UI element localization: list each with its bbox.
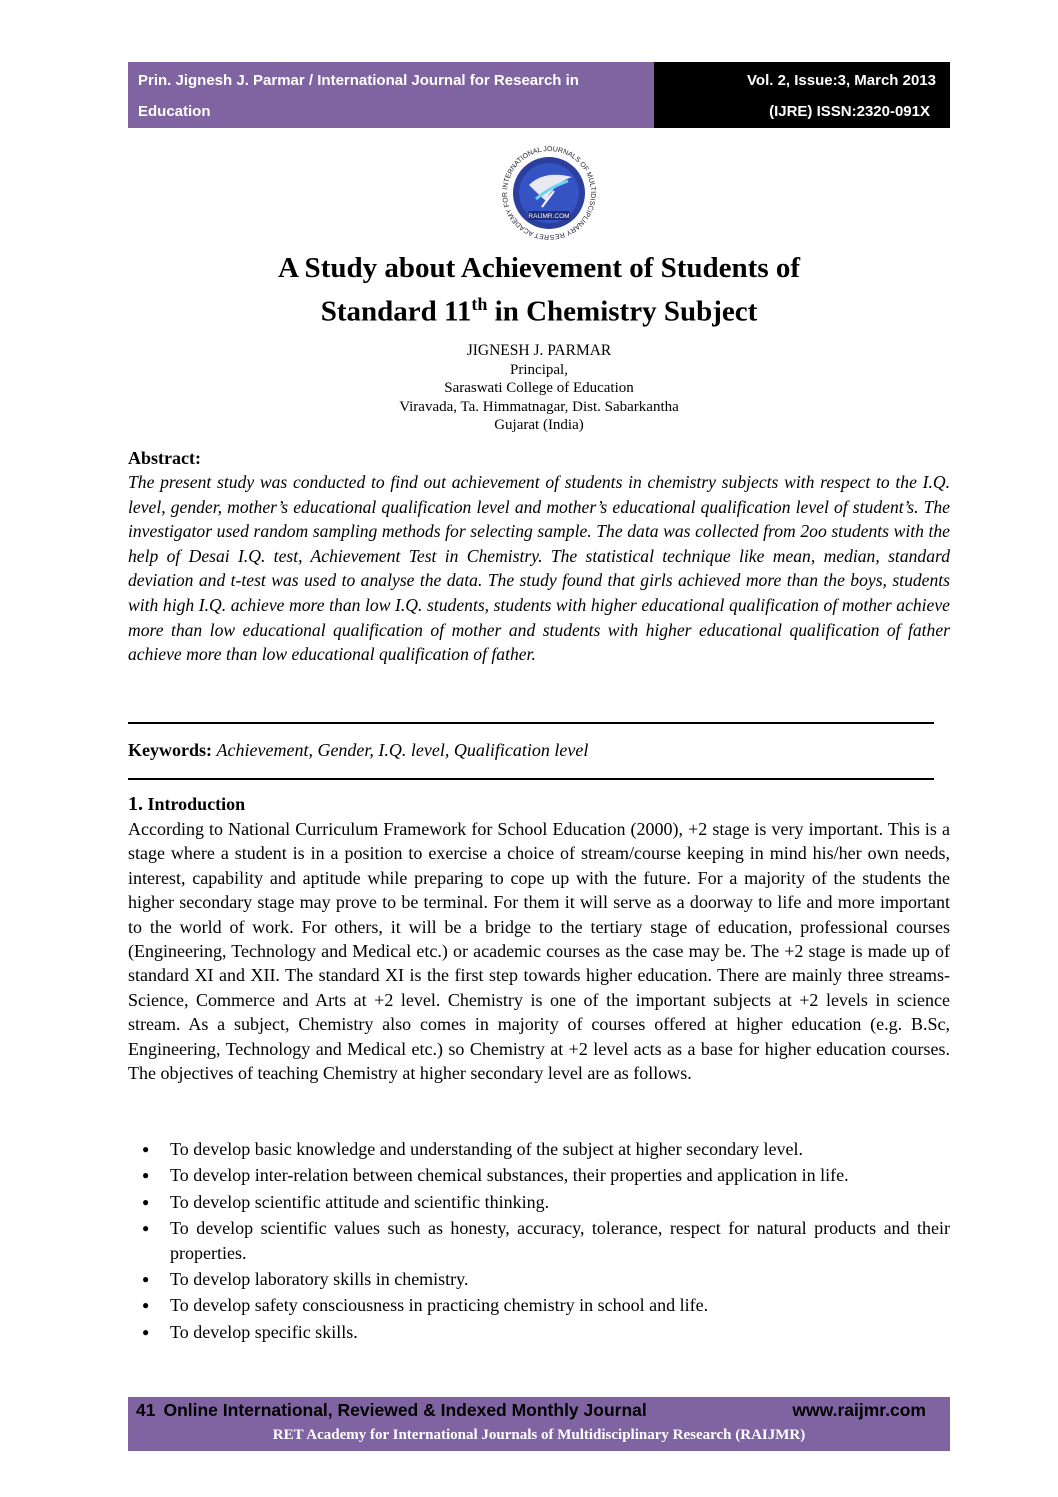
author-college: Saraswati College of Education: [444, 380, 634, 396]
bullet-icon: ●: [142, 1194, 150, 1209]
list-item: [128, 1216, 950, 1265]
keywords-label: Keywords:: [128, 740, 212, 760]
header-right-box: [654, 62, 950, 128]
section-title: Introduction: [147, 794, 246, 814]
header-left-band: [128, 62, 654, 128]
bullet-icon: ●: [142, 1272, 150, 1287]
footer-publisher: RET Academy for International Journals of Multidisciplinary Research (RAIJMR): [272, 1427, 806, 1443]
list-item: [128, 1320, 950, 1344]
footer-url[interactable]: www.raijmr.com: [792, 1400, 926, 1420]
bullet-icon: ●: [142, 1142, 150, 1156]
author-state: Gujarat (India): [494, 417, 584, 433]
page-number: 41: [136, 1400, 156, 1420]
list-item-text: To develop scientific attitude and scientific thinking.: [170, 1191, 550, 1212]
list-item: [128, 1137, 950, 1161]
abstract-text: The present study was conducted to find out achievement of students in chemistry subjects with respect to the I.Q. level, gender, mother’s educational qualification level and mother’s educational qualification level of student’s. The investigator used random sampling methods for selecting sample. The data was collected from 2oo students with the help of Desai I.Q. test, Achievement Test in Chemistry. The statistical technique like mean, median, standard deviation and t-test was used to analyse the data. The study found that girls achieved more than the boys, students with high I.Q. achieve more than low I.Q. students, students with higher educational qualification of mother achieve more than low educational qualification of mother and students with higher educational qualification of father achieve more than low educational qualification of father.: [128, 472, 950, 665]
objectives-list: [128, 1137, 950, 1346]
list-item-text: To develop basic knowledge and understanding of the subject at higher secondary level.: [170, 1139, 804, 1159]
list-item-text: To develop specific skills.: [170, 1321, 358, 1342]
list-item: [128, 1190, 950, 1214]
list-item: [128, 1267, 950, 1291]
author-address: Viravada, Ta. Himmatnagar, Dist. Sabarkantha: [399, 398, 679, 415]
author-role: Principal,: [510, 361, 568, 378]
divider-bottom: [128, 778, 934, 780]
divider-top: [128, 722, 934, 724]
section-number: 1.: [128, 793, 143, 815]
paper-title-line1: A Study about Achievement of Students of: [277, 252, 801, 284]
header-volume-issue: Vol. 2, Issue:3, March 2013: [747, 72, 936, 89]
section-heading-introduction: [128, 793, 245, 816]
bullet-icon: ●: [142, 1298, 150, 1313]
introduction-text: According to National Curriculum Framework for School Education (2000), +2 stage is very important. This is a stage where a student is in a position to exercise a choice of stream/course keeping in mind his/her own needs, interest, capability and aptitude while preparing to cope up with the future. For a majority of the students the higher secondary stage may prove to be terminal. For them it will serve as a doorway to life and more important to the world of work. For others, it will be a bridge to the tertiary stage of education, professional courses (Engineering, Technology and Medical etc.) or academic courses as the case may be. The +2 stage is made up of standard XI and XII. The standard XI is the first step towards higher education. There are mainly three streams-Science, Commerce and Arts at +2 level. Chemistry is one of the important subjects at +2 levels in science stream. As a subject, Chemistry also comes in majority of courses offered at higher education (e.g. B.Sc, Engineering, Technology and Medical etc.) so Chemistry at +2 level acts as a base for higher education courses. The objectives of teaching Chemistry at higher secondary level are as follows.: [128, 819, 950, 1084]
list-item-text: To develop scientific values such as honesty, accuracy, tolerance, respect for natural products and their properties.: [170, 1218, 950, 1263]
paper-title-line2: [128, 286, 950, 330]
bullet-icon: ●: [142, 1168, 150, 1183]
footer-band: [128, 1397, 950, 1451]
title-superscript: th: [471, 294, 488, 314]
logo-ring-text: RET ACADEMY FOR INTERNATIONAL JOURNALS OF MULTIDISCIPLINARY RES: [501, 145, 597, 241]
author-block: [128, 342, 950, 435]
bullet-icon: ●: [142, 1324, 150, 1339]
title-subject: in Chemistry Subject: [487, 295, 758, 328]
footer-journal: Online International, Reviewed & Indexed Monthly Journal: [163, 1400, 647, 1420]
list-item: [128, 1163, 950, 1187]
paper-title: [128, 250, 950, 330]
journal-logo: [484, 135, 614, 253]
title-standard: Standard 11: [320, 295, 472, 328]
footer-journal-line: [136, 1400, 647, 1421]
list-item-text: To develop laboratory skills in chemistry.: [170, 1269, 469, 1290]
list-item: [128, 1293, 950, 1317]
feather-quill-logo-icon: [484, 135, 614, 253]
bullet-icon: ●: [142, 1221, 150, 1236]
header-journal-subject: Education: [138, 103, 211, 120]
author-name: JIGNESH J. PARMAR: [466, 342, 612, 359]
list-item-text: To develop inter-relation between chemical substances, their properties and application in life.: [170, 1165, 849, 1186]
abstract-heading: Abstract:: [128, 448, 201, 468]
header-issn: (IJRE) ISSN:2320-091X: [769, 103, 930, 120]
list-item-text: To develop safety consciousness in practicing chemistry in school and life.: [170, 1295, 709, 1316]
keywords-text: Achievement, Gender, I.Q. level, Qualification level: [216, 740, 589, 760]
header-author-journal: Prin. Jignesh J. Parmar / International Journal for Research in: [138, 72, 579, 89]
keywords-line: [128, 740, 588, 761]
logo-center-text: RAIJMR.COM: [528, 213, 570, 220]
